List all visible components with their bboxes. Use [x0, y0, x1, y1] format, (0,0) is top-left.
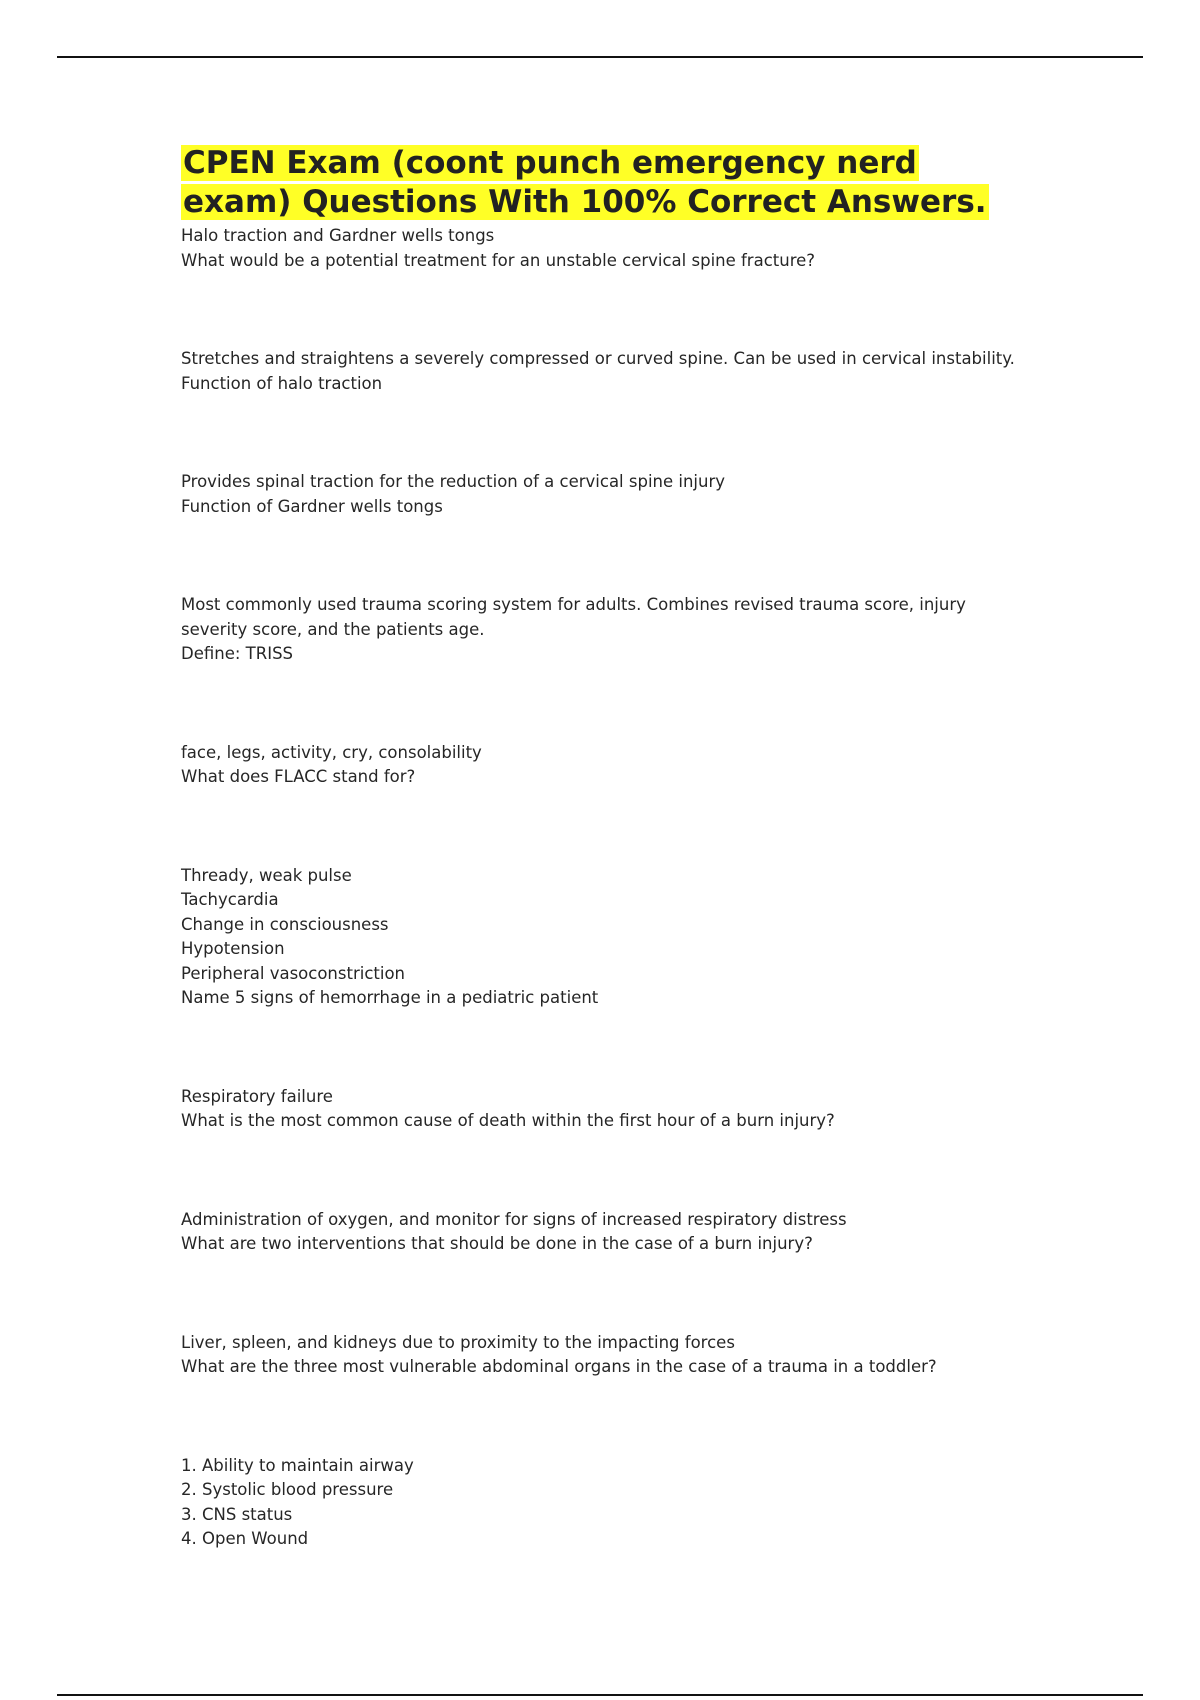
qa-entry: [181, 1085, 1061, 1134]
answer-list-item: Change in consciousness: [181, 914, 389, 934]
answer-text: Administration of oxygen, and monitor for signs of increased respiratory distress: [181, 1209, 847, 1229]
answer-list-item: Peripheral vasoconstriction: [181, 963, 405, 983]
top-rule: [57, 56, 1143, 58]
question-text: Define: TRISS: [181, 644, 294, 663]
question-text: What would be a potential treatment for an unstable cervical spine fracture?: [181, 250, 816, 270]
question-text: What are two interventions that should be done in the case of a burn injury?: [181, 1234, 813, 1253]
question-text: Function of halo traction: [181, 373, 383, 393]
bottom-rule: [57, 1694, 1143, 1696]
qa-entry: [181, 1331, 1061, 1380]
question-text: Name 5 signs of hemorrhage in a pediatric patient: [181, 988, 599, 1007]
answer-text: Most commonly used trauma scoring system for adults. Combines revised trauma score, injury: [181, 595, 966, 614]
qa-entry: [181, 593, 1061, 667]
answer-text: Provides spinal traction for the reduction of a cervical spine injury: [181, 472, 726, 491]
answer-text: Liver, spleen, and kidneys due to proximity to the impacting forces: [181, 1332, 735, 1352]
answer-list-item: Hypotension: [181, 939, 285, 958]
qa-entry: [181, 741, 1061, 790]
answer-text-continued: severity score, and the patients age.: [181, 619, 485, 639]
qa-entry: [181, 470, 1061, 519]
answer-list-item: Tachycardia: [181, 890, 279, 909]
answer-list-item: 4. Open Wound: [181, 1529, 309, 1548]
qa-entry: [181, 1454, 1061, 1552]
answer-list-item: Thready, weak pulse: [181, 865, 352, 885]
answer-text: Respiratory failure: [181, 1086, 333, 1106]
answer-list-item: 1. Ability to maintain airway: [181, 1455, 414, 1475]
answer-text: Halo traction and Gardner wells tongs: [181, 226, 495, 245]
title-line-1: CPEN Exam (coont punch emergency nerd: [183, 145, 917, 181]
document-body: [181, 144, 1061, 1552]
answer-text: face, legs, activity, cry, consolability: [181, 742, 482, 762]
answer-text: Stretches and straightens a severely compressed or curved spine. Can be used in cervical instability.: [181, 349, 1015, 368]
qa-entry: [181, 224, 1061, 273]
qa-entry: [181, 1208, 1061, 1257]
question-text: What does FLACC stand for?: [181, 767, 416, 786]
question-text: Function of Gardner wells tongs: [181, 496, 443, 516]
question-text: What is the most common cause of death within the first hour of a burn injury?: [181, 1111, 835, 1130]
answer-list-item: 3. CNS status: [181, 1504, 293, 1524]
document-title: [181, 144, 1061, 222]
qa-entry: [181, 864, 1061, 1011]
answer-list-item: 2. Systolic blood pressure: [181, 1480, 394, 1499]
qa-entry: [181, 347, 1061, 396]
question-text: What are the three most vulnerable abdominal organs in the case of a trauma in a toddler?: [181, 1357, 937, 1376]
title-line-2: exam) Questions With 100% Correct Answers.: [183, 184, 987, 220]
